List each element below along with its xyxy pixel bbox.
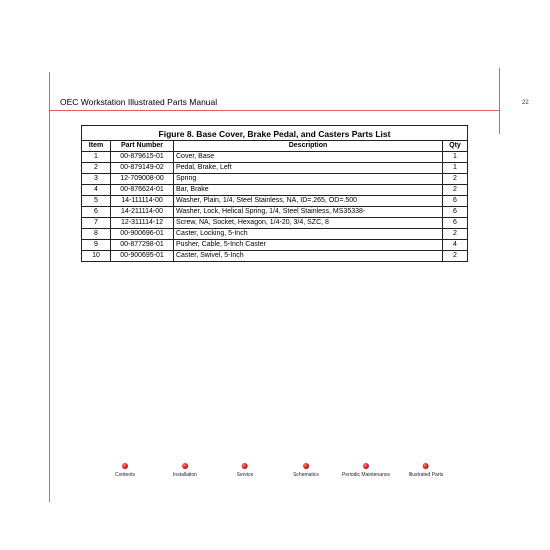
part-number-cell: 12-709008-00: [111, 174, 174, 185]
qty-cell: 1: [443, 163, 468, 174]
table-caption: Figure 8. Base Cover, Brake Pedal, and Casters Parts List: [81, 125, 468, 140]
qty-cell: 2: [443, 229, 468, 240]
header-rule: [49, 110, 500, 111]
nav-label[interactable]: Installation: [173, 472, 197, 478]
item-cell: 1: [82, 152, 111, 163]
part-number-cell: 00-876624-01: [111, 185, 174, 196]
red-dot-icon[interactable]: [363, 463, 369, 469]
qty-cell: 1: [443, 152, 468, 163]
nav-label[interactable]: Schematics: [293, 472, 319, 478]
red-dot-icon[interactable]: [303, 463, 309, 469]
nav-label[interactable]: Contents: [114, 472, 136, 478]
column-header-description: Description: [174, 141, 443, 152]
qty-cell: 6: [443, 207, 468, 218]
nav-label[interactable]: Illustrated Parts: [408, 472, 444, 478]
qty-cell: 6: [443, 196, 468, 207]
part-number-cell: 14-111114-00: [111, 196, 174, 207]
table-row: [82, 152, 468, 163]
description-cell: Spring: [174, 174, 443, 185]
table-row: [82, 251, 468, 262]
description-cell: Pedal, Brake, Left: [174, 163, 443, 174]
table-row: [82, 229, 468, 240]
table-row: [82, 163, 468, 174]
item-cell: 2: [82, 163, 111, 174]
nav-schematics[interactable]: [293, 463, 319, 478]
description-cell: Washer, Plain, 1/4, Steel Stainless, NA, ID=.265, OD=.500: [174, 196, 443, 207]
part-number-cell: 00-877298-01: [111, 240, 174, 251]
item-cell: 4: [82, 185, 111, 196]
description-cell: Screw, NA, Socket, Hexagon, 1/4-20, 3/4, SZC, 8: [174, 218, 443, 229]
column-header-item: Item: [82, 141, 111, 152]
part-number-cell: 00-879149-02: [111, 163, 174, 174]
column-header-qty: Qty: [443, 141, 468, 152]
description-cell: Washer, Lock, Helical Spring, 1/4, Steel Stainless, MS35338-: [174, 207, 443, 218]
column-header-part-number: Part Number: [111, 141, 174, 152]
parts-list-table: [81, 125, 468, 262]
item-cell: 3: [82, 174, 111, 185]
item-cell: 7: [82, 218, 111, 229]
page-number: 22: [522, 100, 529, 106]
part-number-cell: 00-879615-01: [111, 152, 174, 163]
nav-service[interactable]: [237, 463, 254, 478]
table-row: [82, 196, 468, 207]
qty-cell: 2: [443, 251, 468, 262]
part-number-cell: 00-900696-01: [111, 229, 174, 240]
item-cell: 10: [82, 251, 111, 262]
item-cell: 9: [82, 240, 111, 251]
nav-illustrated-parts[interactable]: [409, 463, 444, 478]
table-row: [82, 185, 468, 196]
red-dot-icon[interactable]: [122, 463, 128, 469]
left-margin-rule: [49, 72, 50, 502]
nav-label[interactable]: Periodic Maintenance: [341, 472, 391, 478]
qty-cell: 2: [443, 174, 468, 185]
item-cell: 8: [82, 229, 111, 240]
right-margin-rule: [499, 68, 500, 134]
table-row: [82, 240, 468, 251]
part-number-cell: 00-900695-01: [111, 251, 174, 262]
description-cell: Bar, Brake: [174, 185, 443, 196]
item-cell: 6: [82, 207, 111, 218]
part-number-cell: 12-311114-12: [111, 218, 174, 229]
description-cell: Cover, Base: [174, 152, 443, 163]
nav-label[interactable]: Service: [236, 472, 254, 478]
nav-contents[interactable]: [115, 463, 135, 478]
nav-installation[interactable]: [173, 463, 197, 478]
description-cell: Caster, Swivel, 5-Inch: [174, 251, 443, 262]
red-dot-icon[interactable]: [242, 463, 248, 469]
qty-cell: 2: [443, 185, 468, 196]
table-row: [82, 218, 468, 229]
table-header-row: [82, 141, 468, 152]
table-row: [82, 174, 468, 185]
red-dot-icon[interactable]: [423, 463, 429, 469]
manual-title: OEC Workstation Illustrated Parts Manual: [60, 97, 218, 107]
red-dot-icon[interactable]: [182, 463, 188, 469]
description-cell: Pusher, Cable, 5-Inch Caster: [174, 240, 443, 251]
nav-periodic-maintenance[interactable]: [342, 463, 390, 478]
table-row: [82, 207, 468, 218]
qty-cell: 4: [443, 240, 468, 251]
description-cell: Caster, Locking, 5-Inch: [174, 229, 443, 240]
qty-cell: 6: [443, 218, 468, 229]
part-number-cell: 14-211114-00: [111, 207, 174, 218]
bottom-navigation: [0, 463, 550, 493]
item-cell: 5: [82, 196, 111, 207]
